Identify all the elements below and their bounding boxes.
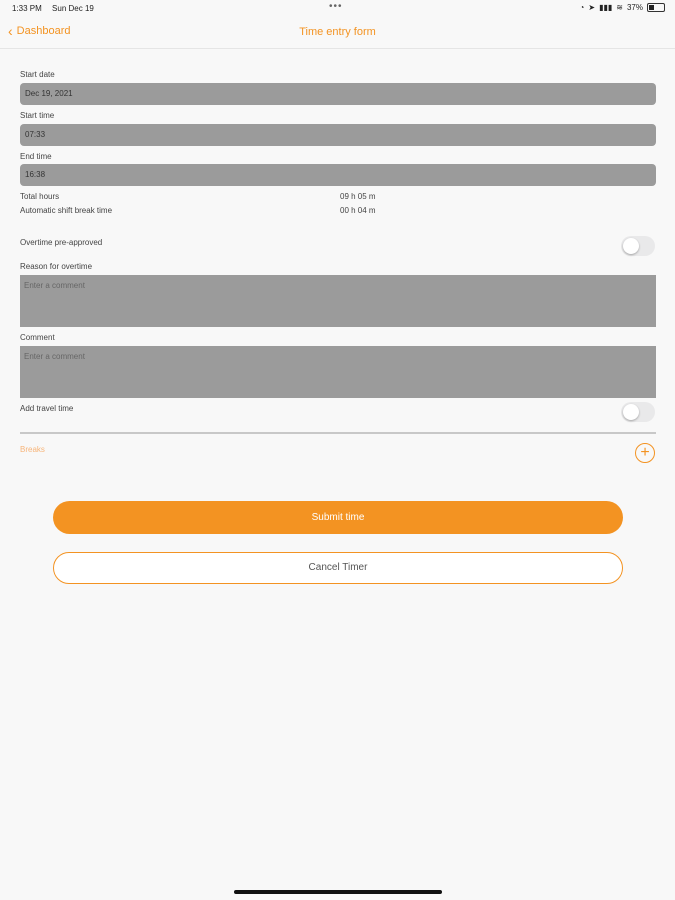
wifi-icon: ≋ bbox=[616, 3, 623, 12]
navigation-bar bbox=[0, 18, 675, 49]
plus-circle-icon[interactable]: + bbox=[635, 443, 655, 463]
start-time-field[interactable]: 07:33 bbox=[20, 124, 656, 146]
toggle-knob bbox=[623, 238, 639, 254]
signal-icon: ▮▮▮ bbox=[599, 3, 613, 12]
multitasking-dots[interactable]: ••• bbox=[329, 1, 343, 12]
start-time-label: Start time bbox=[20, 111, 55, 120]
battery-fill bbox=[649, 5, 654, 10]
divider bbox=[20, 432, 656, 434]
travel-time-toggle[interactable] bbox=[621, 402, 655, 422]
overtime-toggle[interactable] bbox=[621, 236, 655, 256]
toggle-knob bbox=[623, 404, 639, 420]
orientation-lock-icon: ◔ bbox=[579, 3, 585, 12]
travel-time-label: Add travel time bbox=[20, 404, 74, 413]
home-indicator[interactable] bbox=[234, 890, 442, 894]
status-time-date bbox=[12, 4, 102, 13]
reason-textarea[interactable]: Enter a comment bbox=[20, 275, 656, 327]
location-icon: ➤ bbox=[588, 3, 596, 12]
total-hours-label: Total hours bbox=[20, 192, 60, 201]
breaks-label: Breaks bbox=[20, 445, 45, 454]
end-time-field[interactable]: 16:38 bbox=[20, 164, 656, 186]
overtime-label: Overtime pre-approved bbox=[20, 238, 103, 247]
status-indicators bbox=[580, 3, 665, 12]
cancel-timer-button[interactable]: Cancel Timer bbox=[53, 552, 623, 584]
status-time: 1:33 PM bbox=[12, 4, 42, 13]
end-time-label: End time bbox=[20, 152, 52, 161]
page-title: Time entry form bbox=[299, 26, 376, 38]
comment-textarea[interactable]: Enter a comment bbox=[20, 346, 656, 398]
battery-icon bbox=[647, 3, 665, 12]
reason-label: Reason for overtime bbox=[20, 262, 93, 271]
status-date: Sun Dec 19 bbox=[52, 4, 94, 13]
back-label: Dashboard bbox=[16, 25, 71, 37]
total-hours-value: 09 h 05 m bbox=[340, 192, 376, 201]
start-date-label: Start date bbox=[20, 70, 55, 79]
start-date-field[interactable]: Dec 19, 2021 bbox=[20, 83, 656, 105]
chevron-left-icon: ‹ bbox=[8, 23, 13, 39]
submit-time-button[interactable]: Submit time bbox=[53, 501, 623, 534]
break-time-label: Automatic shift break time bbox=[20, 206, 113, 215]
break-time-value: 00 h 04 m bbox=[340, 206, 376, 215]
battery-percent: 37% bbox=[626, 3, 643, 12]
status-bar bbox=[0, 0, 675, 18]
comment-label: Comment bbox=[20, 333, 55, 342]
